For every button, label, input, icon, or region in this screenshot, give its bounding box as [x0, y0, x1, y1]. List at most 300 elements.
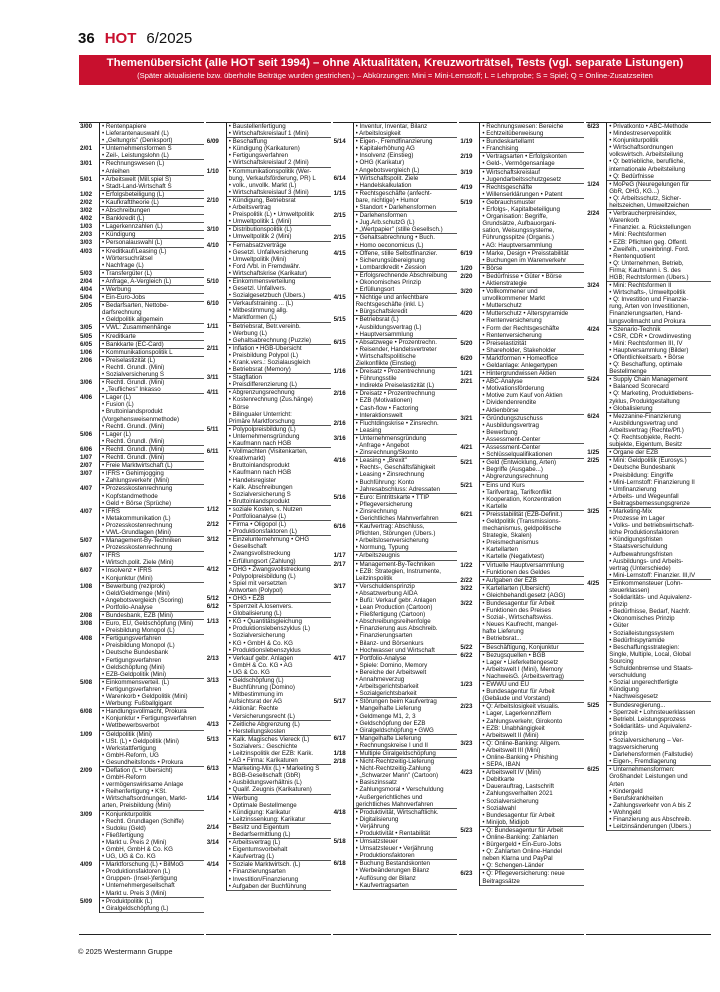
index-entry	[586, 449, 711, 457]
topic-line: • Hintergrundwissen Aktien	[482, 370, 557, 378]
topic-line: • Kündigung (Karikaturen)	[228, 145, 300, 153]
index-entry	[206, 345, 331, 374]
topic-line: • Leasing	[355, 426, 382, 434]
issue-code: 3/21	[459, 415, 480, 444]
topic-lines	[100, 583, 204, 612]
index-entry	[459, 123, 584, 138]
issue-code: 6/20	[459, 355, 480, 370]
topic-line: • Lagerkennzahlen (L)	[102, 223, 163, 231]
topic-line: • Fließfertigung (Cartoon)	[355, 611, 426, 619]
issue-code: 3/24	[586, 282, 607, 326]
index-entry	[79, 446, 204, 454]
topic-line: • Bankkarte (EC-Card)	[102, 340, 164, 348]
topic-line: • Buchführung: Konto	[355, 478, 415, 486]
issue-code: 4/24	[586, 326, 607, 377]
topic-line: • Preisdifferenzierung (L)	[228, 381, 297, 389]
issue-code: 5/18	[333, 838, 354, 860]
topic-line: • Gründungszuschuss	[482, 414, 543, 422]
index-entry	[333, 175, 458, 190]
issue-code: 4/11	[206, 389, 227, 425]
topic-line: • Polypolpreisbildung (L)	[228, 425, 296, 433]
issue-code: 1/07	[79, 454, 100, 462]
issue-code: 3/01	[79, 160, 100, 175]
topic-line: • Kündigung	[102, 231, 136, 239]
topic-line: • OHG • EZB	[228, 595, 265, 602]
topic-lines	[100, 223, 204, 231]
topic-line: • Zinsrechnung/Skonto	[355, 449, 418, 457]
topic-line: • Kalk. Abschreibungen	[228, 483, 293, 491]
topic-lines	[354, 809, 458, 838]
issue-code: 6/05	[79, 341, 100, 349]
issue-code: 4/06	[79, 394, 100, 430]
topic-line: • Eigen-, Fremdlagerung	[609, 758, 677, 766]
topic-line: • Lager (L)	[102, 394, 131, 402]
index-entry	[79, 462, 204, 470]
topic-line: • Wirtschaftsordnungen	[609, 144, 674, 152]
issue-code: 4/25	[586, 580, 607, 702]
topic-lines	[480, 199, 584, 250]
index-entry	[206, 123, 331, 138]
issue-code: 5/25	[586, 702, 607, 767]
topic-line: Primäre Marktforschung	[228, 417, 295, 425]
index-entry	[79, 811, 204, 862]
topic-line: • Konjunkturpolitik	[609, 137, 659, 145]
issue-code: 4/08	[79, 635, 100, 679]
topic-lines	[607, 413, 711, 449]
issue-code: 4/03	[79, 248, 100, 270]
topic-line: • Erfüllungsort (Zahlung)	[228, 557, 296, 565]
topic-lines	[354, 435, 458, 457]
topic-line: • Assessment-Center	[482, 435, 541, 443]
topic-line: • Preisstabilität (EZB-Definit.)	[482, 510, 563, 518]
topic-line: • Betriebsrat (L)	[355, 316, 399, 324]
topic-line: • Optimale Bestellmenge	[228, 801, 297, 809]
issue-code: 2/24	[586, 210, 607, 282]
topic-line: • Ökonomisches Prinzip	[609, 615, 675, 623]
topic-line: • Produktionslebenszyklus	[228, 646, 301, 654]
topic-lines	[100, 199, 204, 207]
topic-lines	[607, 508, 711, 580]
index-entry	[79, 191, 204, 199]
topic-line: • EWWU und EU	[482, 681, 529, 689]
topic-line: rung, Arten von Investitionen,	[609, 303, 690, 311]
topic-line: • Aufbewahrungsfristen	[609, 550, 673, 558]
topic-line: • Deutsche Bundesbank	[102, 649, 169, 657]
issue-code: 2/08	[79, 612, 100, 620]
topic-line: • Mutterschutz	[482, 302, 522, 310]
issue-code: 6/18	[333, 860, 354, 889]
index-entry	[79, 239, 204, 247]
topic-line: • Unternehmensgründung	[228, 432, 300, 440]
topic-line: • Kartellarten	[482, 546, 518, 554]
topic-line: • Sozialvers.: Geschichte	[228, 742, 298, 750]
topic-line: • Finanzierung aus Abschreib.	[609, 816, 692, 823]
topic-line: • Fertigungsverfahren	[102, 656, 162, 664]
topic-lines	[354, 316, 458, 338]
topic-lines	[100, 248, 204, 270]
index-entry	[459, 265, 584, 273]
topic-line: • Kaufmann nach HGB	[228, 440, 292, 448]
index-entry	[206, 226, 331, 241]
index-entry	[333, 809, 458, 838]
issue-code: 1/20	[459, 265, 480, 273]
topic-line: • Betriebsrat...	[482, 635, 522, 643]
topic-line: • Abgrenzungsrechnung	[482, 473, 549, 481]
issue-code: 6/22	[459, 652, 480, 681]
topic-line: • OHG (Karikatur)	[355, 159, 405, 167]
topic-lines	[480, 703, 584, 739]
topic-line: • GmbH & Co. KG • AG	[228, 661, 293, 669]
issue-code: 2/17	[333, 561, 354, 583]
topic-line: • Betriebsrat, Betr.vereinb.	[228, 322, 301, 330]
topic-line: • Buchung Bestandskonten	[355, 860, 431, 868]
topic-line: • Mini-Lernstoff: Finanzier. III,IV	[609, 571, 696, 579]
topic-line: • Mezzanine-Finanzierung	[609, 412, 681, 420]
topic-line: • Bruttoinlandsprodukt	[102, 408, 163, 416]
topic-line: • Arbeitsvertrag	[228, 204, 271, 212]
topic-line: • Rentenversicherung	[482, 331, 542, 339]
topic-line: • Stagflation	[228, 374, 262, 382]
topic-line: • Online-Banking • Phishing	[482, 753, 558, 761]
topic-line: Kreativmarkt)	[228, 455, 266, 463]
topic-lines	[354, 561, 458, 583]
topic-line: • Organisation: Begriffe,	[482, 213, 548, 221]
topic-lines	[227, 426, 331, 448]
index-entry	[79, 341, 204, 349]
topic-line: • Einzelunternehmung • OHG	[228, 536, 310, 544]
topic-line: • Stadt-Land-Wirtschaft S	[102, 182, 172, 190]
index-entry	[333, 250, 458, 272]
topic-line: • Konjunktur • Fertigungsverfahren	[102, 715, 197, 723]
issue-code: 4/14	[206, 861, 227, 890]
topic-line: • soziale Kosten, s. Nutzen	[228, 505, 303, 513]
index-entry	[333, 860, 458, 889]
topic-line: • Gleichbehandl.gesetz (AGG)	[482, 591, 566, 599]
topic-line: • Umsatzsteuer • Verjährung	[355, 845, 434, 853]
topic-line: • Indirekte Preiselastizität (L)	[355, 382, 435, 390]
topic-line: • Rechtl. Grundl. (Mini)	[102, 445, 165, 453]
issue-code: 5/21	[459, 459, 480, 481]
topic-line: • OHG • Zwangsvollstreckung	[228, 565, 311, 573]
index-entry	[459, 652, 584, 681]
topic-line: • Arbeits- und Wegeunfall	[609, 492, 679, 500]
issue-code: 3/25	[586, 508, 607, 580]
topic-line: • Sozialversicherung	[482, 797, 539, 805]
topic-line: • Sudoku (Geld)	[102, 824, 146, 832]
index-entry	[206, 795, 331, 824]
index-entry	[459, 199, 584, 250]
topic-line: • Hauptversammlung (Bilder)	[609, 346, 689, 354]
copyright-footer: © 2025 Westermann Gruppe	[78, 947, 173, 956]
topic-line: • BGB-Gesellschaft (GbR)	[228, 772, 301, 780]
topic-line: • GmbH-Reform, UG	[102, 751, 159, 759]
topic-line: • Marktformen • Homeoffice	[482, 354, 558, 362]
index-entry	[459, 444, 584, 459]
topic-line: • Q: Arbeitsschutz, Sicher-	[609, 194, 682, 202]
topic-line: • Leitzinsänderungen (Übers.)	[609, 823, 692, 831]
topic-lines	[100, 470, 204, 485]
topic-line: Single, Multiple, Local, Global	[609, 650, 691, 658]
topic-lines	[227, 242, 331, 278]
topic-index	[79, 122, 711, 935]
topic-line: • Kündigung, Betriebsrat	[228, 196, 296, 204]
issue-code: 5/23	[459, 827, 480, 871]
topic-line: • Konjunktur (Mini)	[102, 574, 153, 582]
topic-line: • Verbraucherpreisindex,	[609, 210, 677, 218]
topic-line: • Gehaltsabrechnung (Puzzle)	[228, 336, 312, 344]
topic-line: • Börse	[482, 264, 503, 272]
issue-code: 3/16	[333, 435, 354, 457]
issue-code: 6/09	[206, 138, 227, 167]
topic-line: • Handelsregister	[228, 476, 277, 484]
topic-line: • Arbeitsgerichtsbarkeit	[355, 683, 419, 691]
topic-line: • Kreditkauf/Leasing (L)	[102, 247, 167, 255]
issue-code: 3/06	[79, 379, 100, 394]
topic-line: • Bundesregierung...	[609, 701, 666, 709]
index-entry	[333, 583, 458, 655]
topic-line: • Deutsche Bundesbank	[609, 464, 676, 472]
topic-line: • Verkauf gebr. Anlagen	[228, 654, 294, 662]
issue-code: 1/23	[459, 681, 480, 703]
topic-line: • Basiszinssatz	[355, 779, 397, 787]
topic-line: • Rechtl. Grundlagen (Schiffe)	[102, 817, 184, 825]
topic-line: internationale Arbeitsteilung	[609, 165, 686, 173]
topic-line: • Produktionsfaktoren (L)	[102, 868, 171, 876]
topic-line: • EZB (Motivationen)	[355, 397, 413, 405]
issue-code: 5/10	[206, 278, 227, 300]
topic-lines	[100, 270, 204, 278]
topic-lines	[354, 735, 458, 750]
topic-lines	[354, 655, 458, 699]
topic-line: • Sperrzeit A.losenvers.	[228, 603, 293, 611]
topic-line: Strategie, Skalen)	[482, 532, 532, 540]
topic-line: • Prozesskostenrechnung	[102, 521, 173, 529]
topic-lines	[480, 740, 584, 769]
index-entry	[79, 635, 204, 679]
topic-line: • Geldpolitik allgemein	[102, 316, 163, 324]
topic-line: • Sozial-, Wirtschaftswiss.	[482, 614, 553, 622]
issue-code: 6/08	[79, 708, 100, 730]
topic-line: • Kreditkarte	[102, 332, 136, 340]
topic-lines	[607, 449, 711, 457]
issue-code: 4/13	[206, 721, 227, 736]
index-entry	[459, 184, 584, 199]
index-entry	[459, 310, 584, 339]
topic-line: • Vertragsarten • Erfolgskonten	[482, 153, 567, 161]
index-entry	[333, 123, 458, 138]
topic-line: • Balanced Scorecard	[609, 383, 669, 391]
topic-line: • Marktformen (L)	[228, 314, 277, 322]
topic-line: • Wirtschaftspolitische	[355, 352, 416, 360]
index-entry	[206, 426, 331, 448]
topic-lines	[227, 278, 331, 300]
topic-line: • Rentenquotient	[609, 252, 656, 260]
index-entry	[459, 600, 584, 644]
topic-line: • Gesundheitsfonds • Prokura	[102, 758, 184, 766]
topic-line: • Homo oeconomicus (L)	[355, 241, 424, 249]
topic-line: • Kaufvertragsarten	[355, 881, 409, 889]
issue-code: 4/17	[333, 655, 354, 699]
issue-code: 3/17	[333, 583, 354, 655]
topic-line: • Ausbildungsvertrag	[482, 421, 539, 429]
topic-line: • Dividendenrendite	[482, 399, 537, 407]
topic-lines	[100, 333, 204, 341]
topic-line: • Wirtschaftskreislauf 2 (Mini)	[228, 159, 309, 167]
topic-lines	[480, 444, 584, 459]
topic-line: • Wohngeld	[609, 808, 641, 816]
topic-lines	[480, 577, 584, 585]
issue-code: 5/11	[206, 426, 227, 448]
index-entry	[206, 861, 331, 890]
topic-line: • Bilanz- und Börsenkurs	[355, 639, 424, 647]
topic-line: • Produktionslebenszyklus (L)	[228, 625, 311, 633]
topic-line: • Metakommunikation (L)	[102, 514, 171, 522]
topic-line: • Rechtl. Grundl. (Mini)	[102, 437, 165, 445]
topic-line: • Form der Rechtsgeschäfte	[482, 324, 560, 332]
issue-code: 2/09	[79, 767, 100, 811]
issue-number: 6/2025	[146, 30, 193, 47]
topic-line: • MoPeG (Neuregelungen für	[609, 180, 690, 188]
index-entry	[79, 270, 204, 278]
topic-line: • Rechtl. Grundl. (Mini)	[102, 363, 165, 371]
issue-code: 1/09	[79, 731, 100, 767]
topic-lines	[227, 448, 331, 506]
index-entry	[459, 585, 584, 600]
issue-code	[333, 123, 354, 138]
topic-lines	[480, 250, 584, 265]
topic-lines	[480, 511, 584, 562]
topic-line: neben Klarna und PayPal	[482, 855, 553, 863]
topic-line: • Mini: Rechtsformen II	[609, 282, 672, 290]
topic-line: • Bedürfnispyramide	[609, 636, 665, 644]
topic-lines	[354, 234, 458, 249]
topic-line: • Q: Schengen-Länder	[482, 862, 544, 870]
issue-code: 6/23	[459, 870, 480, 885]
topic-lines	[607, 376, 711, 412]
topic-lines	[607, 282, 711, 326]
index-column	[459, 122, 584, 935]
topic-lines	[480, 273, 584, 288]
index-column	[206, 122, 331, 935]
index-entry	[79, 294, 204, 302]
topic-line: • Kindergeld	[609, 787, 643, 795]
issue-code: 5/13	[206, 736, 227, 765]
issue-code: 2/14	[206, 824, 227, 839]
topic-lines	[354, 175, 458, 190]
topic-line: • Ausbildungs- und Arbeits-	[609, 557, 684, 565]
topic-line: • Bundesbank, EZB (Mini)	[102, 612, 173, 619]
topic-lines	[227, 721, 331, 736]
topic-line: Finanzierungsarten, Hand-	[609, 310, 683, 318]
topic-line: • Q: Rechtsobjekte, Recht-	[609, 434, 683, 442]
topic-line: • Unternehmensgründung	[355, 434, 427, 442]
topic-line: • Inventur, Inventar, Bilanz	[355, 123, 428, 130]
topic-line: • Arbeitswelt (Mill.spiel S)	[102, 175, 172, 183]
topic-line: • Baustellenfertigung	[228, 123, 286, 130]
topic-line: • Vollmachten (Visitenkarten,	[228, 448, 308, 456]
topic-line: • Rechtl. Grundl. (Mini)	[102, 422, 165, 430]
topic-lines	[100, 191, 204, 199]
issue-code: 2/05	[79, 302, 100, 324]
topic-line: • Sozialversicherung	[228, 632, 285, 640]
topic-line: • Bereiche der Arbeitswelt	[355, 668, 427, 676]
topic-line: • Preispolitik (L) • Umweltpolitik	[228, 211, 314, 219]
magazine-logo: HOT	[104, 30, 137, 47]
topic-lines	[227, 323, 331, 345]
topic-lines	[480, 153, 584, 168]
topic-line: • Kündigungsfristen	[609, 536, 663, 544]
issue-code: 3/11	[206, 374, 227, 389]
index-entry	[459, 769, 584, 827]
topic-line: • Erfüllungsort	[355, 286, 395, 294]
issue-code: 6/07	[79, 567, 100, 582]
index-entry	[333, 190, 458, 212]
topic-line: Großhandel: Leistungen und	[609, 773, 688, 781]
topic-lines	[480, 681, 584, 703]
topic-line: • Sozial ungerechtfertigte	[609, 679, 679, 687]
topic-line: • Beschäftigung, Konjunktur	[482, 643, 559, 651]
topic-line: • Jahresabschluss: Adressaten	[355, 485, 440, 493]
topic-lines	[227, 123, 331, 138]
issue-code: 4/20	[459, 310, 480, 339]
topic-line: • Krank.vers.: Sozialausgleich	[228, 359, 311, 366]
issue-code: 4/07	[79, 508, 100, 537]
index-entry	[586, 702, 711, 767]
topic-line: • Rechtsgeschäfte	[482, 183, 533, 191]
issue-code	[459, 123, 480, 138]
topic-line: • Q: Marketing, Produktlebens-	[609, 390, 694, 398]
topic-line: • Lager, Lagerkennziffern	[482, 710, 552, 718]
topic-line: • Bedürfnisse • Güter • Börse	[482, 272, 562, 280]
topic-line: • Giralgeldschöpfung • GWG	[355, 726, 434, 734]
topic-line: • Euro, EU, Geldschöpfung (Mini)	[102, 620, 194, 628]
index-entry	[79, 431, 204, 446]
topic-line: • Hochwasser und Wirtschaft	[355, 646, 435, 654]
topic-line: gerichtliches Mahnverfahren	[355, 800, 434, 808]
index-entry	[586, 580, 711, 702]
topic-line: • Bruttoinlandsprodukt	[228, 462, 290, 470]
issue-code: 1/22	[459, 562, 480, 577]
issue-code: 1/14	[206, 795, 227, 824]
topic-lines	[480, 138, 584, 153]
issue-code: 6/24	[586, 413, 607, 449]
issue-code: 5/05	[79, 333, 100, 341]
issue-code: 2/06	[79, 357, 100, 379]
index-entry	[206, 374, 331, 389]
index-entry	[459, 355, 584, 370]
topic-lines	[227, 795, 331, 824]
topic-line: • Arbeitswelt I (Mini), Memory	[482, 665, 563, 673]
topic-line: • Preisbildung Monopol (L)	[102, 642, 175, 650]
topic-line: • Geld/Geldmenge (Mini)	[102, 589, 170, 597]
topic-line: • Berufskrankheiten	[609, 794, 663, 802]
topic-lines	[480, 585, 584, 600]
topic-lines	[100, 215, 204, 223]
banner-title: Themenübersicht (alle HOT seit 1994) – ohne Aktualitäten, Kreuzworträtsel, Tests (vgl. separate Listungen)	[106, 57, 684, 69]
topic-line: • IFRS	[102, 507, 120, 515]
topic-line: • Werkstattfertigung	[102, 744, 156, 752]
topic-lines	[480, 562, 584, 577]
topic-lines	[354, 390, 458, 419]
topic-line: • Arbeitslosigkeit	[355, 130, 401, 138]
index-entry	[333, 316, 458, 338]
index-entry	[586, 413, 711, 449]
topic-lines	[100, 462, 204, 470]
topic-lines	[354, 339, 458, 368]
topic-line: • Insolvenz (Einstieg)	[355, 152, 414, 160]
topic-line: • Ford /Vbl. in Fremdwähr.	[228, 262, 301, 270]
topic-line: • Kapitalerhöhung AG	[355, 145, 415, 153]
